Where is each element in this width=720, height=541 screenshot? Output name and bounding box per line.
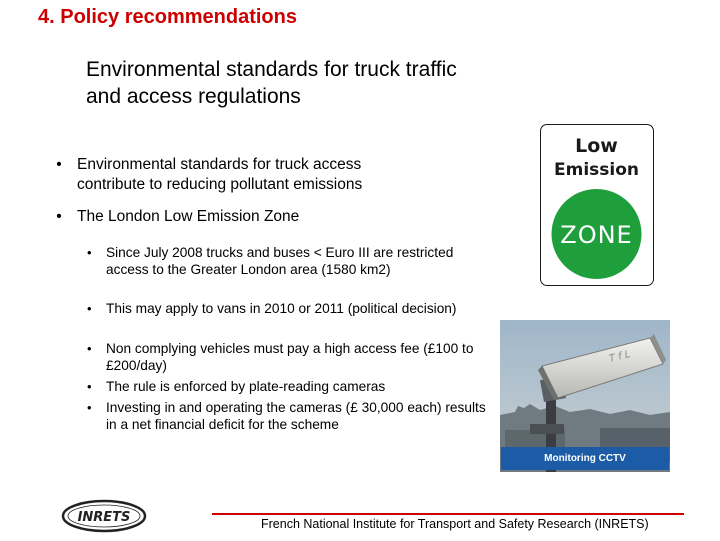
sub-bullet-icon: • xyxy=(87,400,92,415)
camera-brand-label: T f L xyxy=(608,349,632,365)
low-emission-zone-sign xyxy=(540,124,654,286)
sub-bullet-text: Non complying vehicles must pay a high access fee (£100 to £200/day) xyxy=(106,341,474,373)
bullet-text: Environmental standards for truck access xyxy=(77,156,362,173)
bullet-icon: • xyxy=(56,156,62,173)
footer-divider xyxy=(212,513,684,515)
slide-subtitle xyxy=(86,56,526,110)
bullet-text: contribute to reducing pollutant emissions xyxy=(77,176,363,193)
bullet-icon: • xyxy=(56,208,62,225)
sub-bullet-icon: • xyxy=(87,301,92,316)
inrets-logo xyxy=(60,496,148,536)
zone-text: ZONE xyxy=(560,221,633,249)
photo-caption: Monitoring CCTV xyxy=(501,447,669,470)
sub-bullet-text: The rule is enforced by plate-reading cameras xyxy=(106,379,386,394)
sign-line-emission: Emission xyxy=(554,160,639,180)
sign-line-low: Low xyxy=(575,135,618,157)
sub-bullet-text: Investing in and operating the cameras (£ 30,000 each) results in a net financial deficit for the scheme xyxy=(106,400,486,432)
inrets-logo-graphic xyxy=(60,496,148,536)
slide-title: 4. Policy recommendations xyxy=(38,6,297,28)
sub-bullet-icon: • xyxy=(87,245,92,260)
logo-text: INRETS xyxy=(77,510,131,525)
sub-bullet-icon: • xyxy=(87,379,92,394)
subtitle-line-2: and access regulations xyxy=(86,85,301,108)
sub-bullet-text: This may apply to vans in 2010 or 2011 (political decision) xyxy=(106,301,457,316)
lez-sign-graphic xyxy=(541,125,652,284)
footer-text: French National Institute for Transport and Safety Research (INRETS) xyxy=(261,517,649,531)
bullet-text: The London Low Emission Zone xyxy=(77,208,300,225)
sub-bullet-icon: • xyxy=(87,341,92,356)
sub-bullet-text: Since July 2008 trucks and buses < Euro III are restricted access to the Greater London area (1580 km2) xyxy=(106,245,454,277)
subtitle-line-1: Environmental standards for truck traffic xyxy=(86,58,457,81)
